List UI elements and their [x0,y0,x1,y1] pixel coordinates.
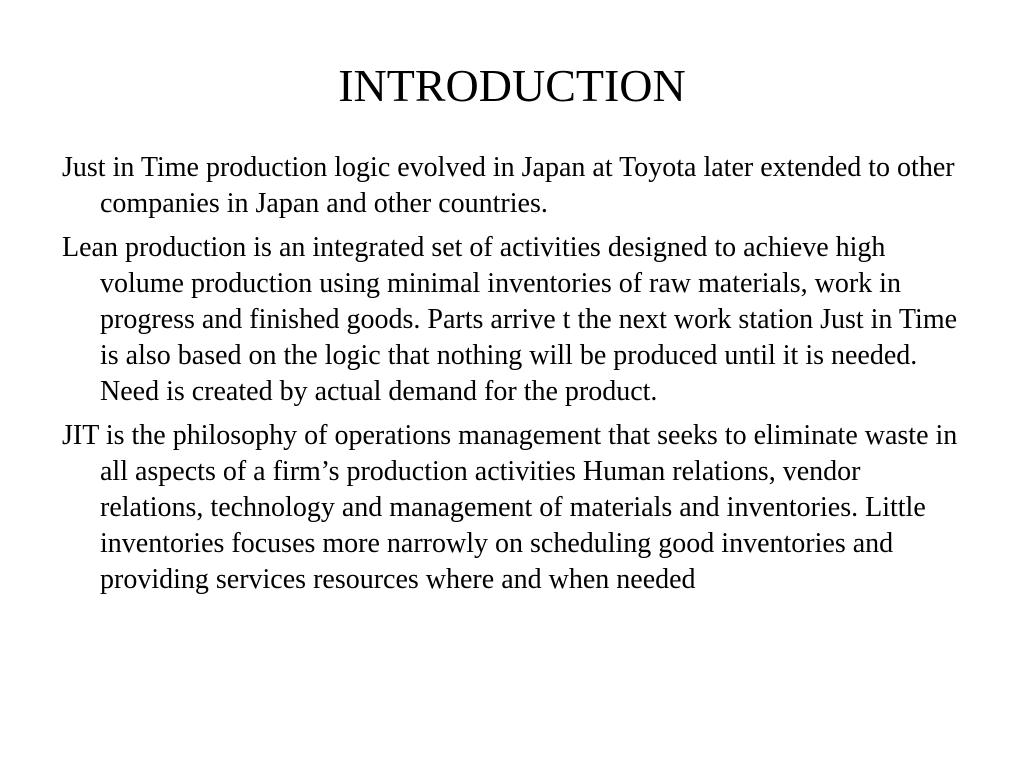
slide-title: INTRODUCTION [338,60,686,111]
paragraph-lean-production: Lean production is an integrated set of activities designed to achieve high volume production using minimal inventories of raw materials, work in progress and finished goods. Parts arrive t the next work station Just in Time is also based on the logic that nothing will be produced until it is needed. Need is created by actual demand for the product. [62,232,958,407]
paragraph-jit-philosophy: JIT is the philosophy of operations management that seeks to eliminate waste in all aspects of a firm’s production activities Human relations, vendor relations, technology and management of materials and inventories. Little inventories focuses more narrowly on scheduling good inventories and providing services resources where and when needed [62,420,958,595]
paragraph-jit-origin: Just in Time production logic evolved in Japan at Toyota later extended to other companies in Japan and other countries. [62,152,955,219]
slide-body [62,150,962,606]
